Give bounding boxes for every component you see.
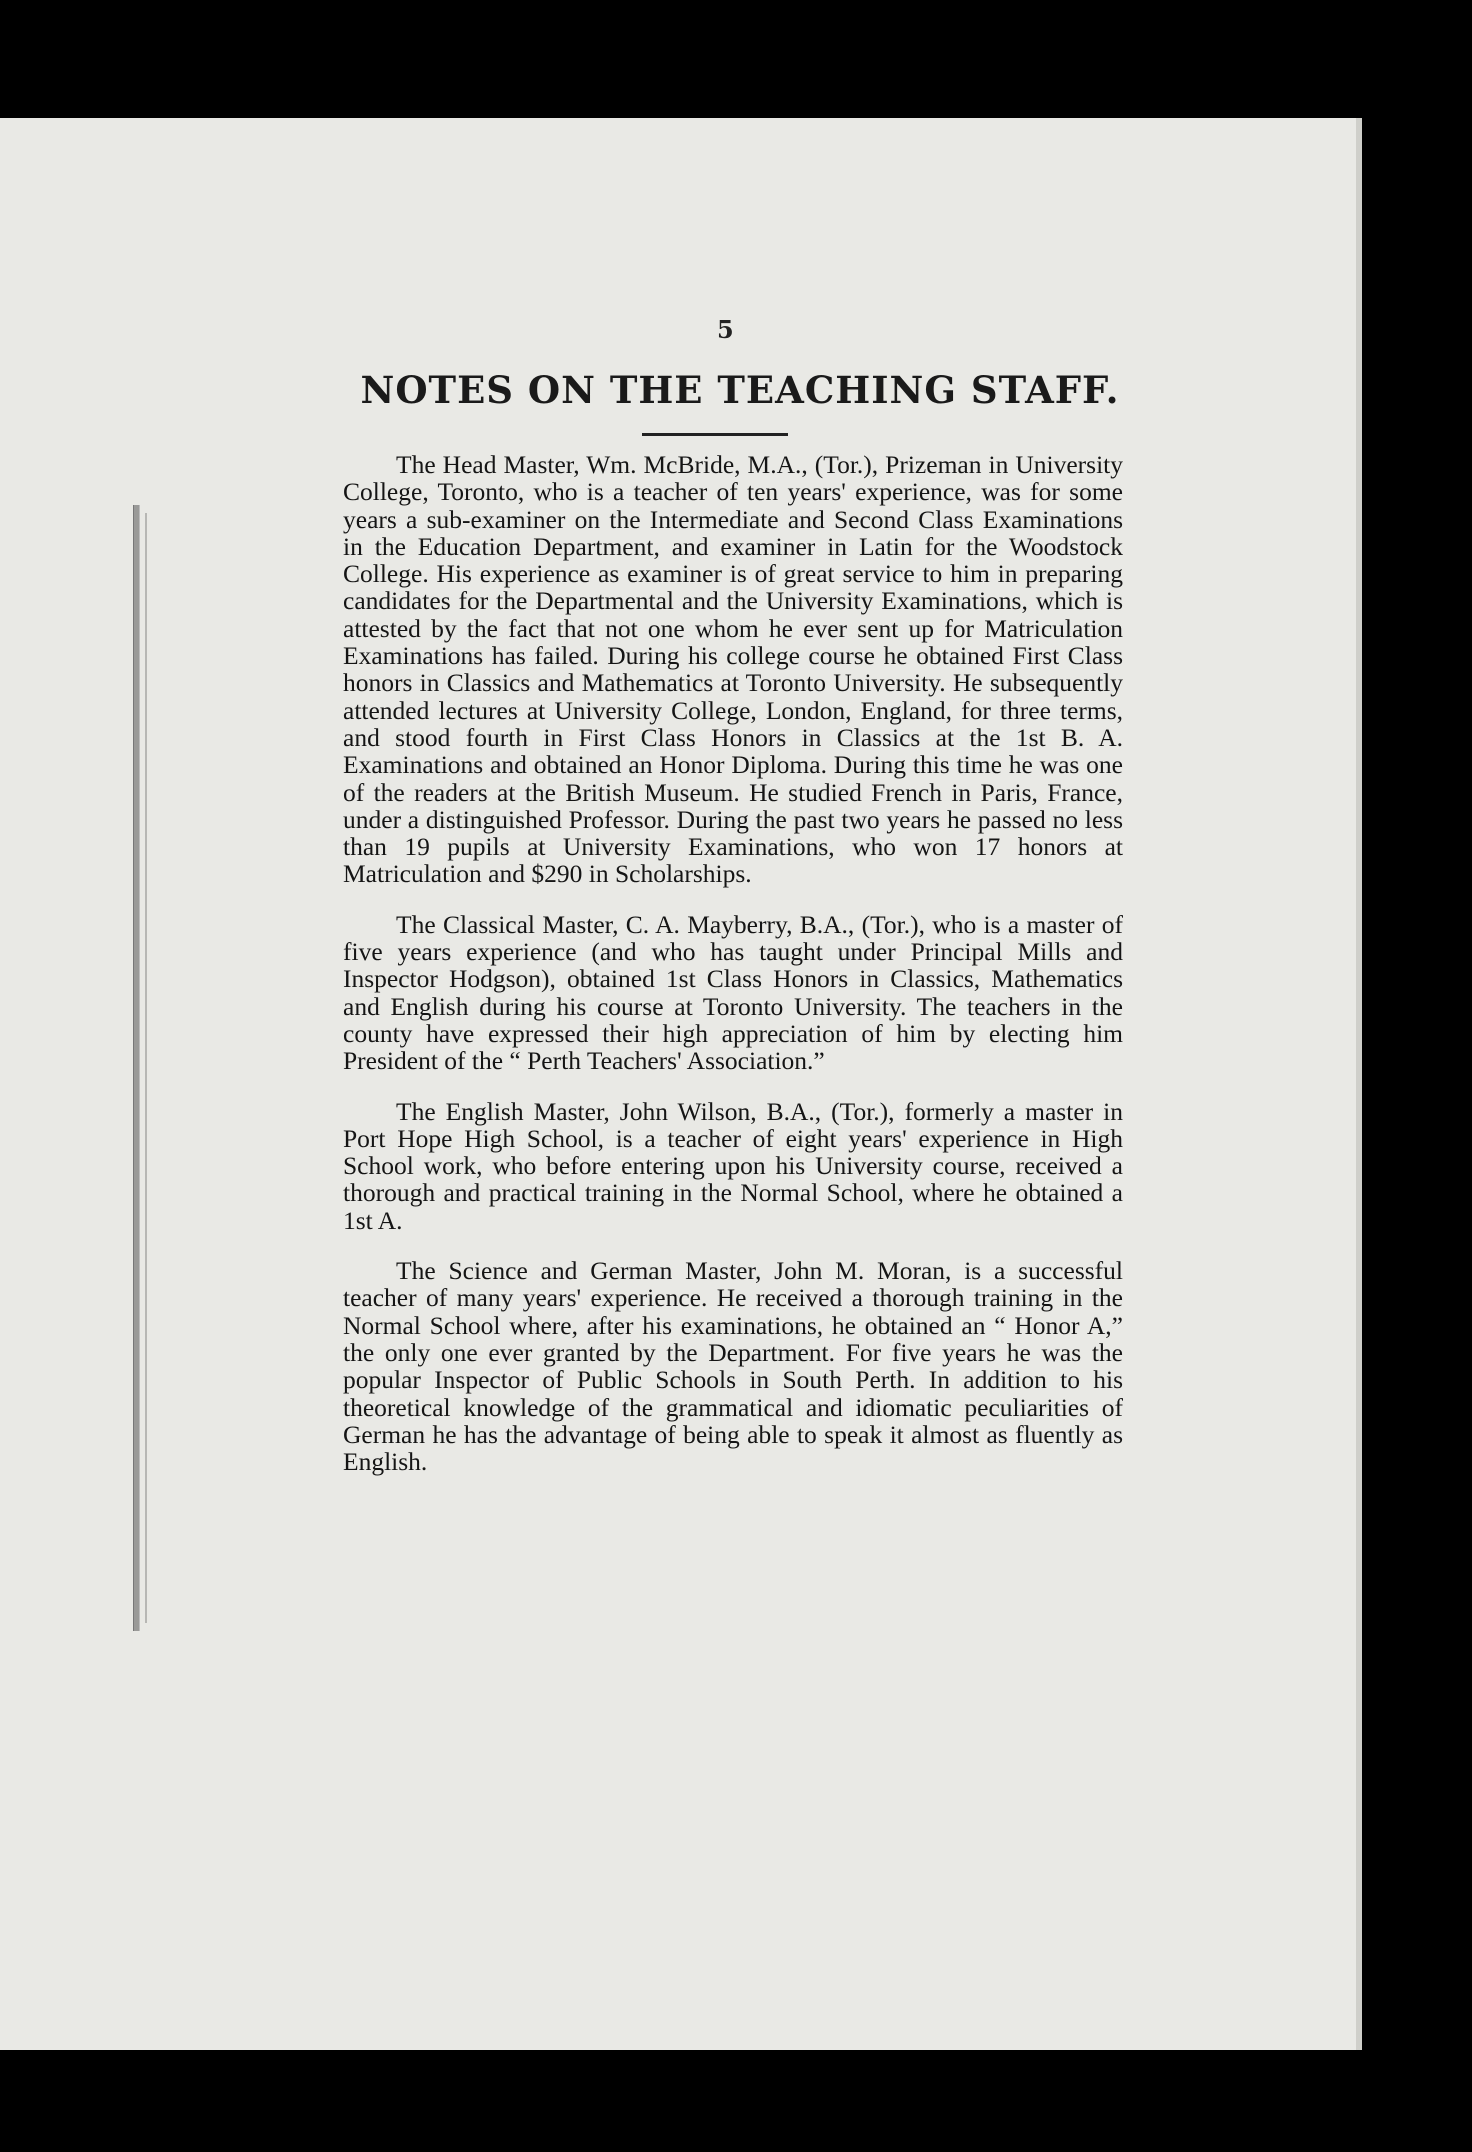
fold-line-shadow <box>145 513 147 1623</box>
page-heading: NOTES ON THE TEACHING STAFF. <box>360 368 1120 412</box>
page-number: 5 <box>717 315 734 344</box>
paragraph-science-german-master: The Science and German Master, John M. Moran, is a successful teacher of many years' experience. He received a thorough training in the Normal School where, after his examinations, he obtained an “ Honor A,” the only one ever granted by the Department. For five years he was the popular Inspector of Public Schools in South Perth. In addition to his theoretical knowledge of the grammatical and idiomatic peculiarities of German he has the advantage of being able to speak it almost as fluently as English. <box>343 1256 1123 1477</box>
paragraph-head-master: The Head Master, Wm. McBride, M.A., (Tor.), Prizeman in University College, Toronto, who is a teacher of ten years' experience, was for some years a sub-examiner on the Intermediate and Second Class Examinations in the Education Department, and examiner in Latin for the Woodstock College. His experience as examiner is of great service to him in preparing candidates for the Departmental and the University Examinations, which is attested by the fact that not one whom he ever sent up for Matriculation Examinations has failed. During his college course he obtained First Class honors in Classics and Mathematics at Toronto University. He subsequently attended lectures at University College, London, England, for three terms, and stood fourth in First Class Honors in Classics at the 1st B. A. Examinations and obtained an Honor Diploma. During this time he was one of the readers at the British Museum. He studied French in Paris, France, under a distinguished Professor. During the past two years he passed no less than 19 pupils at University Examinations, who won 17 honors at Matriculation and $290 in Scholarships. <box>343 450 1123 889</box>
page-edge <box>1356 118 1362 2050</box>
document-page <box>0 118 1362 2050</box>
paragraph-classical-master: The Classical Master, C. A. Mayberry, B.A., (Tor.), who is a master of five years experience (and who has taught under Principal Mills and Inspector Hodgson), obtained 1st Class Honors in Classics, Mathematics and English during his course at Toronto University. The teachers in the county have expressed their high appreciation of him by electing him President of the “ Perth Teachers' Association.” <box>343 909 1123 1076</box>
paragraph-english-master: The English Master, John Wilson, B.A., (Tor.), formerly a master in Port Hope High School, is a teacher of eight years' experience in High School work, who before entering upon his University course, received a thorough and practical training in the Normal School, where he obtained a 1st A. <box>343 1096 1123 1235</box>
body-text <box>343 451 1123 1498</box>
fold-line <box>133 505 140 1631</box>
heading-rule <box>642 433 788 436</box>
